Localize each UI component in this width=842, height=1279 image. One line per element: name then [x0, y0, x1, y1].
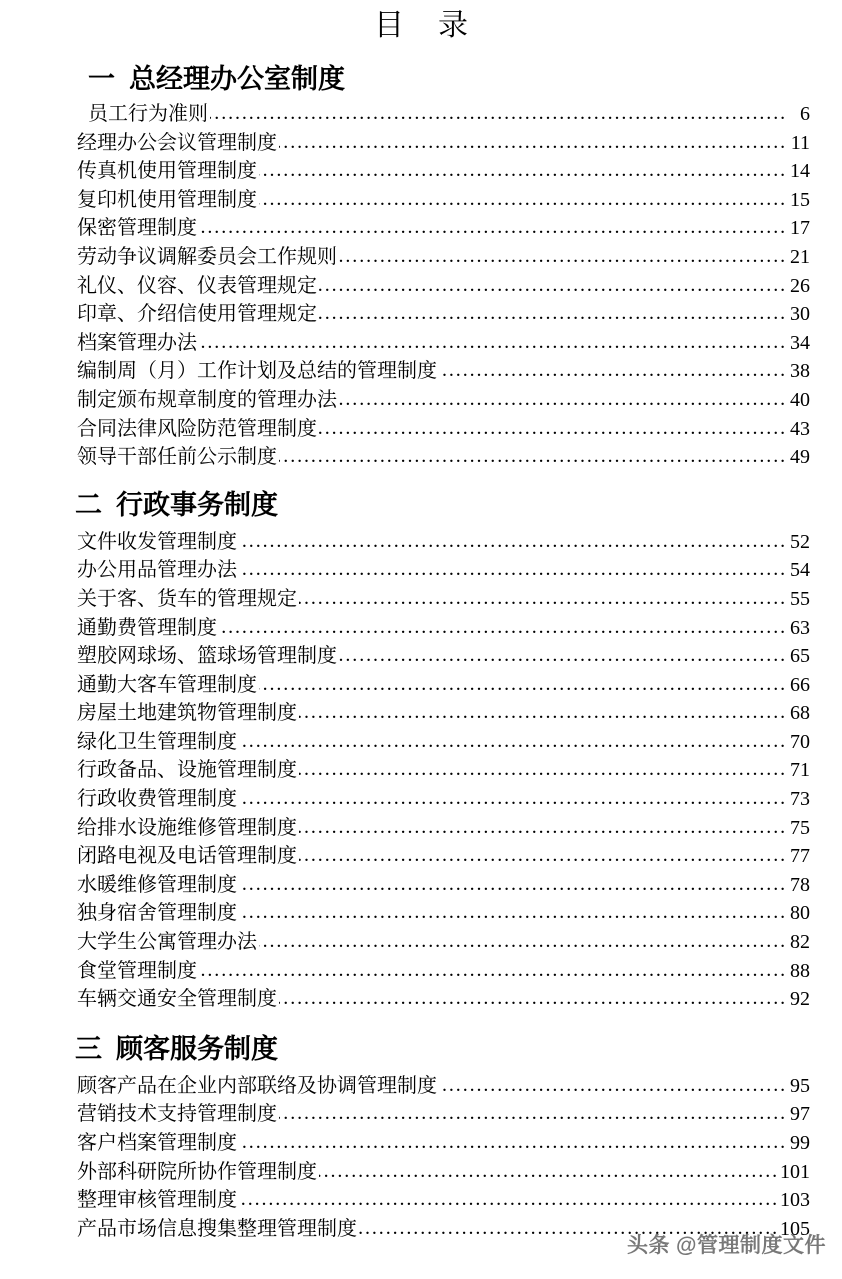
- toc-entry-title: 办公用品管理办法: [77, 559, 237, 582]
- toc-entry[interactable]: [0, 985, 842, 1014]
- dot-leader: [359, 1217, 779, 1235]
- toc-entry-title: 通勤费管理制度: [77, 616, 217, 639]
- toc-entry-page-number: 52: [790, 530, 810, 553]
- toc-section-2: [0, 488, 842, 1014]
- toc-entry-page-number: 65: [790, 645, 810, 668]
- toc-entry-page-number: 70: [790, 730, 810, 753]
- toc-entry-title: 给排水设施维修管理制度: [77, 816, 297, 839]
- dot-leader: [199, 216, 787, 234]
- toc-entry-title: 文件收发管理制度: [77, 530, 237, 553]
- dot-leader: [259, 673, 787, 691]
- toc-entry-page-number: 95: [790, 1074, 810, 1097]
- dot-leader: [279, 987, 787, 1005]
- toc-entry-page-number: 14: [790, 160, 810, 183]
- toc-entry-page-number: 73: [790, 788, 810, 811]
- dot-leader: [259, 930, 787, 948]
- toc-entry[interactable]: [0, 957, 842, 986]
- toc-entry-page-number: 17: [790, 217, 810, 240]
- toc-entry-page-number: 77: [790, 845, 810, 868]
- toc-entry-page-number: 34: [790, 331, 810, 354]
- dot-leader: [210, 102, 787, 120]
- toc-section-3: [0, 1032, 842, 1244]
- toc-entry-page-number: 55: [790, 587, 810, 610]
- dot-leader: [279, 445, 787, 463]
- toc-entry[interactable]: [0, 357, 842, 386]
- toc-entry[interactable]: [0, 928, 842, 957]
- toc-entry-page-number: 26: [790, 274, 810, 297]
- toc-entry-page-number: 82: [790, 931, 810, 954]
- dot-leader: [339, 644, 787, 662]
- toc-entry-title: 食堂管理制度: [77, 959, 197, 982]
- toc-entry-page-number: 43: [790, 417, 810, 440]
- dot-leader: [299, 844, 787, 862]
- section-heading-3: [0, 1032, 842, 1066]
- spacer-list2-section3: [0, 1014, 842, 1032]
- dot-leader: [299, 758, 787, 776]
- dot-leader: [259, 188, 787, 206]
- toc-section-1: [0, 62, 842, 472]
- dot-leader: [279, 131, 787, 149]
- toc-entry-title: 营销技术支持管理制度: [77, 1103, 277, 1126]
- toc-entry-title: 整理审核管理制度: [77, 1189, 237, 1212]
- toc-entry[interactable]: [0, 1100, 842, 1129]
- toc-entry-title: 印章、介绍信使用管理规定: [77, 303, 317, 326]
- section-title-2: 行政事务制度: [116, 489, 278, 520]
- toc-entry[interactable]: [0, 756, 842, 785]
- toc-entry[interactable]: [0, 642, 842, 671]
- toc-entry-title: 行政收费管理制度: [77, 788, 237, 811]
- toc-entry-title: 领导干部任前公示制度: [77, 446, 277, 469]
- toc-entry-title: 传真机使用管理制度: [77, 160, 257, 183]
- toc-entry-page-number: 11: [790, 131, 810, 154]
- toc-entry-title: 合同法律风险防范管理制度: [77, 417, 317, 440]
- spacer-title-section1: [0, 46, 842, 62]
- dot-leader: [239, 787, 787, 805]
- dot-leader: [239, 530, 787, 548]
- toc-entry-page-number: 71: [790, 759, 810, 782]
- toc-entry-title: 保密管理制度: [77, 217, 197, 240]
- toc-entry[interactable]: [0, 585, 842, 614]
- toc-entry-page-number: 38: [790, 360, 810, 383]
- section-number-2: 二: [75, 489, 102, 520]
- dot-leader: [299, 701, 787, 719]
- toc-entry-title: 外部科研院所协作管理制度: [77, 1160, 317, 1183]
- toc-entry[interactable]: [0, 157, 842, 186]
- toc-entry[interactable]: [0, 214, 842, 243]
- toc-entry-page-number: 68: [790, 702, 810, 725]
- toc-entry-title: 水暖维修管理制度: [77, 873, 237, 896]
- dot-leader: [239, 901, 787, 919]
- toc-entry[interactable]: [0, 614, 842, 643]
- dot-leader: [439, 359, 787, 377]
- toc-entry[interactable]: [0, 386, 842, 415]
- toc-entry-title: 闭路电视及电话管理制度: [77, 845, 297, 868]
- watermark-at-symbol: @: [676, 1234, 697, 1257]
- toc-entry-title: 塑胶网球场、篮球场管理制度: [77, 645, 337, 668]
- dot-leader: [239, 558, 787, 576]
- dot-leader: [239, 873, 787, 891]
- toc-entry-page-number: 80: [790, 902, 810, 925]
- section-number-3: 三: [75, 1033, 102, 1064]
- toc-entry-title: 独身宿舍管理制度: [77, 902, 237, 925]
- toc-entry-page-number: 78: [790, 873, 810, 896]
- dot-leader: [239, 1188, 779, 1206]
- dot-leader: [319, 417, 787, 435]
- toc-entry-title: 关于客、货车的管理规定: [77, 587, 297, 610]
- toc-entry-page-number: 54: [790, 559, 810, 582]
- dot-leader: [339, 245, 787, 263]
- toc-entry-page-number: 49: [790, 446, 810, 469]
- toc-entry-title: 制定颁布规章制度的管理办法: [77, 388, 337, 411]
- toc-entry[interactable]: [0, 129, 842, 158]
- toc-entry[interactable]: [0, 415, 842, 444]
- toc-entry[interactable]: [0, 814, 842, 843]
- dot-leader: [239, 730, 787, 748]
- toc-entry-title: 复印机使用管理制度: [77, 188, 257, 211]
- toc-entry-page-number: 30: [790, 303, 810, 326]
- dot-leader: [199, 331, 787, 349]
- toc-entry[interactable]: [0, 671, 842, 700]
- dot-leader: [279, 1102, 787, 1120]
- toc-entry[interactable]: [0, 785, 842, 814]
- toc-entry-title: 顾客产品在企业内部联络及协调管理制度: [77, 1074, 437, 1097]
- toc-entry-title: 礼仪、仪容、仪表管理规定: [77, 274, 317, 297]
- toc-entry-title: 房屋土地建筑物管理制度: [77, 702, 297, 725]
- toc-entry[interactable]: [0, 899, 842, 928]
- toc-entry-title: 编制周（月）工作计划及总结的管理制度: [77, 360, 437, 383]
- toc-entry-page-number: 101: [780, 1160, 810, 1183]
- toc-entry[interactable]: [0, 1129, 842, 1158]
- page-title: [0, 0, 842, 46]
- toc-entry[interactable]: [0, 243, 842, 272]
- section-title-1: 总经理办公室制度: [129, 64, 345, 94]
- dot-leader: [439, 1074, 787, 1092]
- toc-entry-page-number: 66: [790, 673, 810, 696]
- toc-entry-title: 员工行为准则: [88, 103, 208, 125]
- toc-entry-title: 绿化卫生管理制度: [77, 730, 237, 753]
- toc-entry-page-number: 103: [780, 1189, 810, 1212]
- toc-entry[interactable]: [0, 871, 842, 900]
- dot-leader: [259, 159, 787, 177]
- toc-entry[interactable]: [0, 556, 842, 585]
- dot-leader: [199, 959, 787, 977]
- toc-entry[interactable]: [0, 186, 842, 215]
- toc-entry-page-number: 88: [790, 959, 810, 982]
- toc-entry-title: 行政备品、设施管理制度: [77, 759, 297, 782]
- watermark-account: 管理制度文件: [697, 1234, 826, 1257]
- toc-entry-title: 车辆交通安全管理制度: [77, 988, 277, 1011]
- dot-leader: [319, 274, 787, 292]
- toc-entry[interactable]: [0, 272, 842, 301]
- section-number-1: 一: [88, 64, 115, 94]
- toc-entry[interactable]: [0, 1215, 842, 1244]
- dot-leader: [319, 302, 787, 320]
- toc-entry[interactable]: [0, 699, 842, 728]
- toc-entry[interactable]: [0, 1072, 842, 1101]
- spacer-list1-section2: [0, 472, 842, 488]
- toc-entry-page-number: 92: [790, 988, 810, 1011]
- toc-entry-title: 经理办公会议管理制度: [77, 131, 277, 154]
- watermark-prefix: 头条: [627, 1234, 671, 1257]
- toc-entry-title: 大学生公寓管理办法: [77, 931, 257, 954]
- toc-list-1: [0, 100, 842, 472]
- toc-entry-page-number: 99: [790, 1132, 810, 1154]
- toc-entry-title: 档案管理办法: [77, 331, 197, 354]
- section-title-3: 顾客服务制度: [116, 1033, 278, 1064]
- dot-leader: [299, 587, 787, 605]
- toc-entry-page-number: 21: [790, 245, 810, 268]
- dot-leader: [219, 616, 787, 634]
- toc-entry-page-number: 6: [800, 103, 810, 125]
- section-heading-2: [0, 488, 842, 522]
- dot-leader: [239, 1131, 787, 1149]
- toc-entry[interactable]: [0, 528, 842, 557]
- toc-entry-title: 产品市场信息搜集整理管理制度: [77, 1217, 357, 1240]
- toc-entry-page-number: 97: [790, 1103, 810, 1126]
- page-title-char-2: 录: [438, 9, 468, 42]
- toc-entry-title: 通勤大客车管理制度: [77, 673, 257, 696]
- toc-entry[interactable]: [0, 443, 842, 472]
- toc-entry[interactable]: [0, 728, 842, 757]
- toc-entry[interactable]: [0, 1186, 842, 1215]
- toc-entry-page-number: 75: [790, 816, 810, 839]
- dot-leader: [299, 816, 787, 834]
- dot-leader: [319, 1160, 779, 1178]
- toc-entry[interactable]: [0, 100, 842, 129]
- toc-entry[interactable]: [0, 300, 842, 329]
- toc-entry-title: 劳动争议调解委员会工作规则: [77, 245, 337, 268]
- toc-entry[interactable]: [0, 329, 842, 358]
- toc-entry-page-number: 15: [790, 188, 810, 211]
- toc-entry-page-number: 40: [790, 388, 810, 411]
- toc-list-3: [0, 1072, 842, 1244]
- page-title-char-1: 目: [374, 9, 404, 42]
- section-heading-1: [0, 62, 842, 96]
- toc-entry-page-number: 105: [780, 1217, 810, 1240]
- toc-entry[interactable]: [0, 842, 842, 871]
- dot-leader: [339, 388, 787, 406]
- toc-entry-title: 客户档案管理制度: [77, 1132, 237, 1154]
- toc-list-2: [0, 528, 842, 1014]
- toc-entry[interactable]: [0, 1158, 842, 1187]
- toc-entry-page-number: 63: [790, 616, 810, 639]
